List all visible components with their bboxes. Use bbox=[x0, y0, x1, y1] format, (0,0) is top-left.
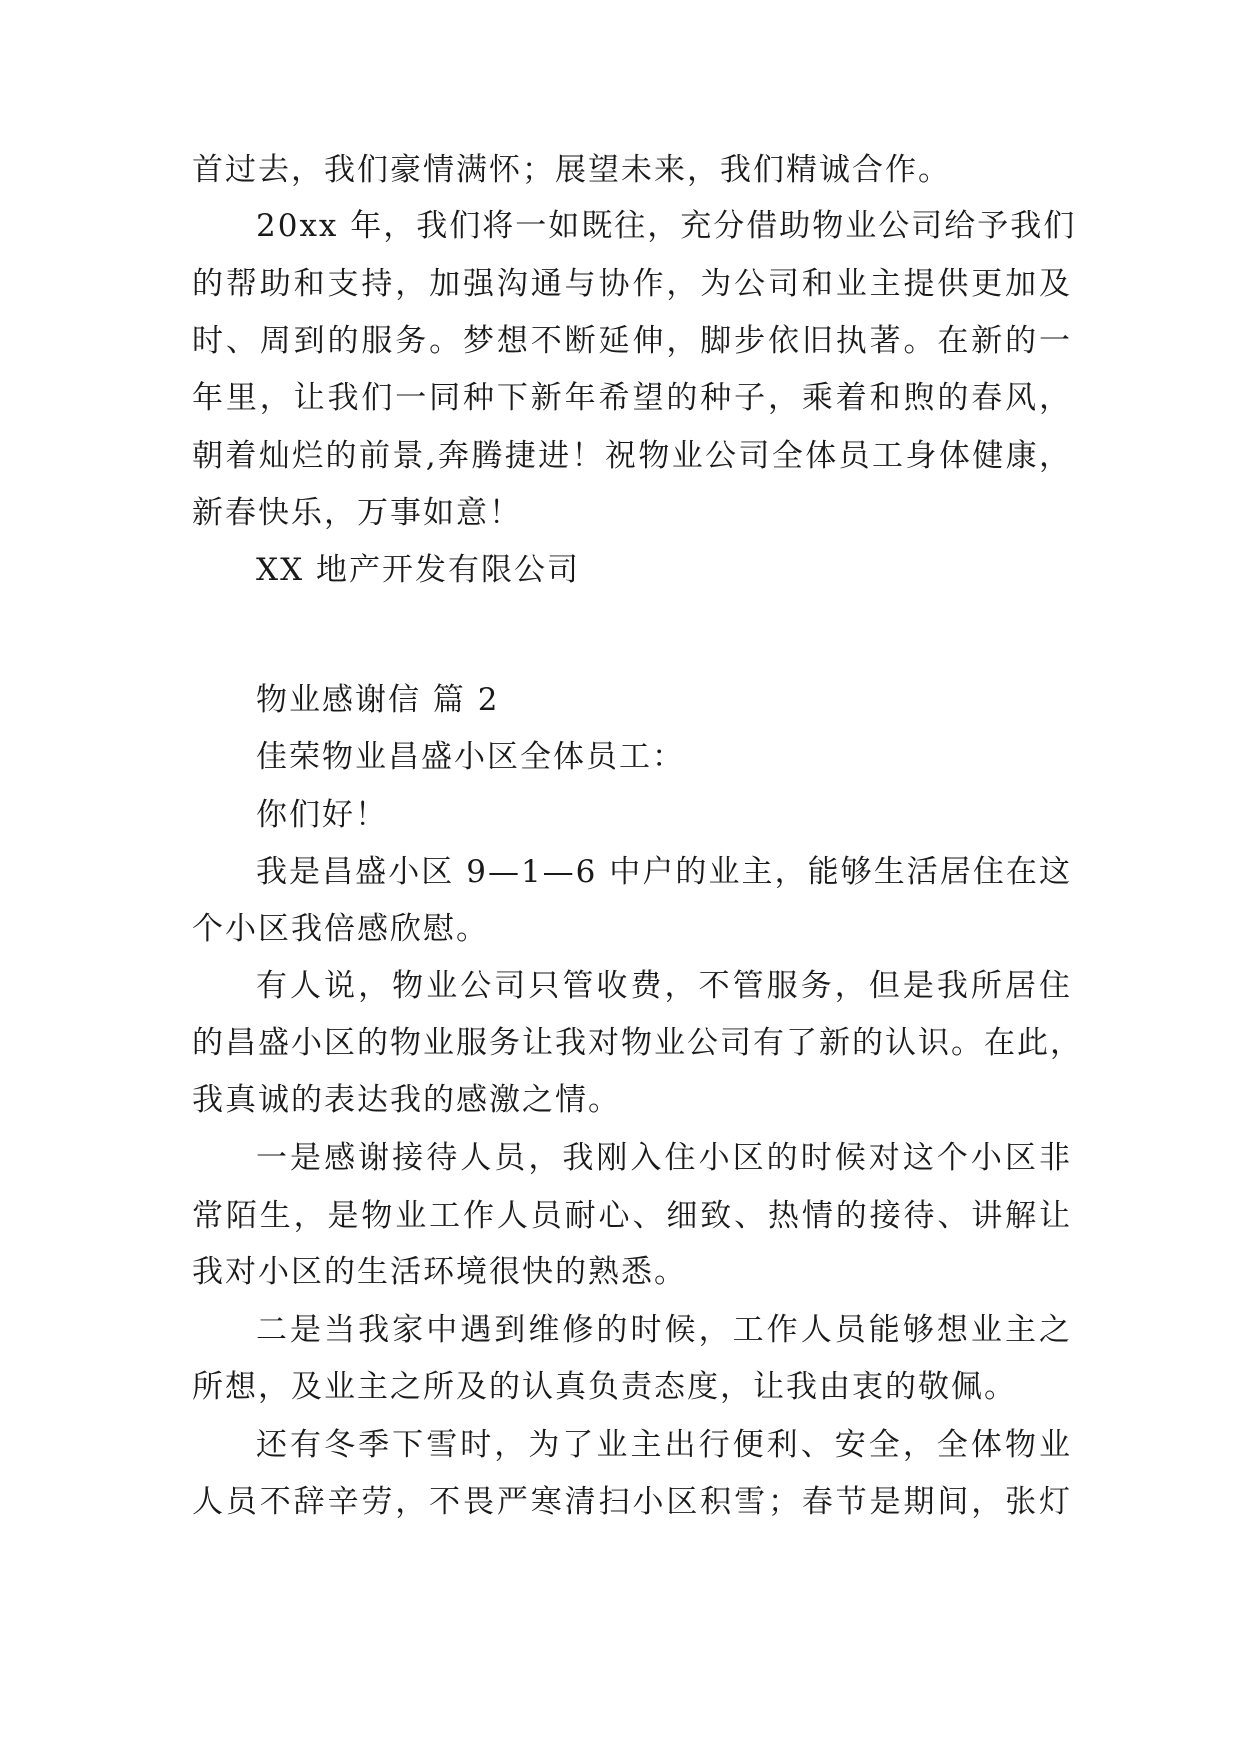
section-title: 物业感谢信 篇 2 bbox=[256, 682, 500, 718]
text-line: 我真诚的表达我的感激之情。 bbox=[192, 1082, 621, 1118]
text-line: 20xx 年，我们将一如既往，充分借助物业公司给予我们 bbox=[256, 208, 1077, 244]
text-line: 我对小区的生活环境很快的熟悉。 bbox=[192, 1254, 687, 1290]
text-line: 年里，让我们一同种下新年希望的种子，乘着和煦的春风， bbox=[192, 380, 1072, 416]
greeting: 你们好！ bbox=[256, 797, 388, 833]
text-line: 首过去，我们豪情满怀；展望未来，我们精诚合作。 bbox=[192, 152, 951, 188]
text-line: 所想，及业主之所及的认真负责态度，让我由衷的敬佩。 bbox=[192, 1369, 1017, 1405]
text-line: 的帮助和支持，加强沟通与协作，为公司和业主提供更加及 bbox=[192, 266, 1072, 302]
text-line: 还有冬季下雪时，为了业主出行便利、安全，全体物业 bbox=[256, 1427, 1072, 1463]
text-line: 的昌盛小区的物业服务让我对物业公司有了新的认识。在此， bbox=[192, 1025, 1083, 1061]
salutation: 佳荣物业昌盛小区全体员工： bbox=[256, 739, 685, 775]
text-line: 二是当我家中遇到维修的时候，工作人员能够想业主之 bbox=[256, 1312, 1072, 1348]
text-line: 我是昌盛小区 9—1—6 中户的业主，能够生活居住在这 bbox=[256, 854, 1072, 890]
text-line: 人员不辞辛劳，不畏严寒清扫小区积雪；春节是期间，张灯 bbox=[192, 1484, 1072, 1520]
text-line: 一是感谢接待人员，我刚入住小区的时候对这个小区非 bbox=[256, 1140, 1072, 1176]
text-line: 有人说，物业公司只管收费，不管服务，但是我所居住 bbox=[256, 968, 1072, 1004]
text-line: 新春快乐，万事如意！ bbox=[192, 495, 522, 531]
text-line: 时、周到的服务。梦想不断延伸，脚步依旧执著。在新的一 bbox=[192, 323, 1072, 359]
text-line: 常陌生，是物业工作人员耐心、细致、热情的接待、讲解让 bbox=[192, 1198, 1072, 1234]
text-line: 个小区我倍感欣慰。 bbox=[192, 911, 489, 947]
signature-line: XX 地产开发有限公司 bbox=[256, 552, 580, 588]
text-line: 朝着灿烂的前景,奔腾捷进！祝物业公司全体员工身体健康， bbox=[192, 438, 1072, 474]
